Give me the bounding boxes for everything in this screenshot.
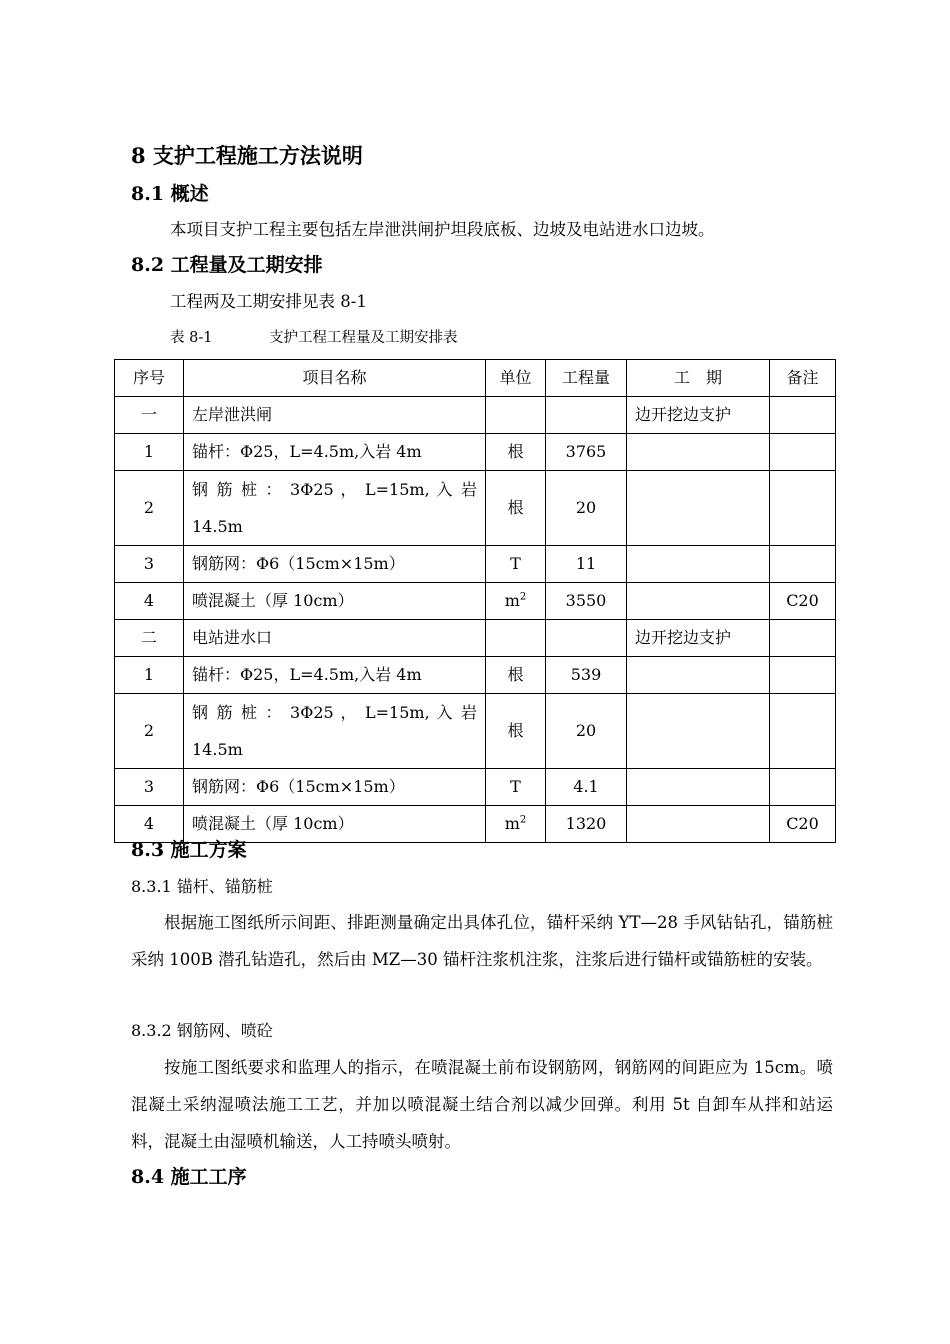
cell-no: 2 bbox=[115, 471, 184, 546]
cell-no: 一 bbox=[115, 397, 184, 434]
header-qty: 工程量 bbox=[546, 360, 627, 397]
cell-note bbox=[770, 546, 836, 583]
cell-note bbox=[770, 769, 836, 806]
cell-unit: T bbox=[486, 769, 546, 806]
cell-no: 4 bbox=[115, 806, 184, 843]
cell-name: 钢 筋 桩 ： 3Φ25 ， L=15m, 入 岩 14.5m bbox=[184, 694, 486, 769]
cell-qty: 11 bbox=[546, 546, 627, 583]
cell-unit: 根 bbox=[486, 657, 546, 694]
cell-unit bbox=[486, 583, 546, 620]
cell-period bbox=[627, 769, 770, 806]
section-8-2-heading: 8.2 工程量及工期安排 bbox=[131, 254, 323, 276]
cell-unit bbox=[486, 806, 546, 843]
cell-qty bbox=[546, 397, 627, 434]
cell-qty: 3765 bbox=[546, 434, 627, 471]
header-name: 项目名称 bbox=[184, 360, 486, 397]
table-row bbox=[115, 546, 836, 583]
quantity-schedule-table bbox=[114, 359, 836, 843]
cell-qty: 539 bbox=[546, 657, 627, 694]
overview-paragraph: 本项目支护工程主要包括左岸泄洪闸护坦段底板、边坡及电站进水口边坡。 bbox=[170, 220, 715, 239]
shotcrete-method-paragraph: 按施工图纸要求和监理人的指示，在喷混凝土前布设钢筋网，钢筋网的间距应为 15cm。喷混凝土采纳湿喷法施工工艺，并加以喷混凝土结合剂以减少回弹。利用 5t 自卸车从拌和站运料，混凝土由湿喷机输送，人工持喷头喷射。 bbox=[131, 1058, 833, 1151]
unit-text: m bbox=[504, 591, 520, 610]
cell-note bbox=[770, 620, 836, 657]
cell-no: 二 bbox=[115, 620, 184, 657]
table-row bbox=[115, 397, 836, 434]
section-8-3-2-heading: 8.3.2 钢筋网、喷砼 bbox=[131, 1021, 273, 1040]
unit-superscript: 2 bbox=[519, 591, 527, 603]
cell-no: 1 bbox=[115, 657, 184, 694]
cell-name: 锚杆：Φ25，L=4.5m,入岩 4m bbox=[184, 434, 486, 471]
table-row bbox=[115, 657, 836, 694]
cell-no: 2 bbox=[115, 694, 184, 769]
anchor-method-paragraph: 根据施工图纸所示间距、排距测量确定出具体孔位，锚杆采纳 YT—28 手风钻钻孔，锚筋桩采纳 100B 潜孔钻造孔，然后由 MZ—30 锚杆注浆机注浆，注浆后进行锚杆或锚筋桩的安装。 bbox=[131, 913, 833, 969]
cell-name: 钢筋网：Φ6（15cm×15m） bbox=[184, 546, 486, 583]
cell-period bbox=[627, 583, 770, 620]
section-8-1-heading: 8.1 概述 bbox=[131, 183, 209, 205]
cell-qty bbox=[546, 620, 627, 657]
cell-name: 锚杆：Φ25，L=4.5m,入岩 4m bbox=[184, 657, 486, 694]
cell-note bbox=[770, 657, 836, 694]
cell-qty: 20 bbox=[546, 471, 627, 546]
header-period: 工 期 bbox=[627, 360, 770, 397]
cell-no: 3 bbox=[115, 769, 184, 806]
cell-note bbox=[770, 434, 836, 471]
cell-name: 钢 筋 桩 ： 3Φ25 ， L=15m, 入 岩 14.5m bbox=[184, 471, 486, 546]
header-unit: 单位 bbox=[486, 360, 546, 397]
header-no: 序号 bbox=[115, 360, 184, 397]
cell-unit bbox=[486, 397, 546, 434]
unit-text: m bbox=[504, 814, 520, 833]
cell-qty: 3550 bbox=[546, 583, 627, 620]
schedule-intro-paragraph: 工程两及工期安排见表 8-1 bbox=[170, 292, 367, 311]
cell-qty: 20 bbox=[546, 694, 627, 769]
cell-name: 喷混凝土（厚 10cm） bbox=[184, 583, 486, 620]
cell-unit: 根 bbox=[486, 434, 546, 471]
cell-period bbox=[627, 694, 770, 769]
table-header-row bbox=[115, 360, 836, 397]
table-row bbox=[115, 620, 836, 657]
cell-qty: 4.1 bbox=[546, 769, 627, 806]
cell-unit: T bbox=[486, 546, 546, 583]
table-row bbox=[115, 434, 836, 471]
cell-period bbox=[627, 546, 770, 583]
cell-name: 左岸泄洪闸 bbox=[184, 397, 486, 434]
cell-name: 钢筋网：Φ6（15cm×15m） bbox=[184, 769, 486, 806]
section-8-3-heading: 8.3 施工方案 bbox=[131, 839, 247, 861]
cell-note bbox=[770, 694, 836, 769]
cell-no: 3 bbox=[115, 546, 184, 583]
cell-period bbox=[627, 657, 770, 694]
cell-unit: 根 bbox=[486, 471, 546, 546]
table-caption-number: 表 8-1 bbox=[170, 330, 213, 346]
cell-period bbox=[627, 806, 770, 843]
cell-note bbox=[770, 471, 836, 546]
cell-period: 边开挖边支护 bbox=[627, 397, 770, 434]
cell-name: 电站进水口 bbox=[184, 620, 486, 657]
cell-note bbox=[770, 397, 836, 434]
cell-unit: 根 bbox=[486, 694, 546, 769]
table-row bbox=[115, 769, 836, 806]
cell-period bbox=[627, 471, 770, 546]
section-8-4-heading: 8.4 施工工序 bbox=[131, 1166, 247, 1188]
cell-qty: 1320 bbox=[546, 806, 627, 843]
unit-superscript: 2 bbox=[519, 814, 527, 826]
table-row bbox=[115, 583, 836, 620]
cell-name: 喷混凝土（厚 10cm） bbox=[184, 806, 486, 843]
cell-no: 1 bbox=[115, 434, 184, 471]
cell-period bbox=[627, 434, 770, 471]
table-row bbox=[115, 694, 836, 769]
table-row bbox=[115, 471, 836, 546]
section-8-heading: 8 支护工程施工方法说明 bbox=[131, 143, 363, 168]
header-note: 备注 bbox=[770, 360, 836, 397]
cell-note: C20 bbox=[770, 583, 836, 620]
cell-note: C20 bbox=[770, 806, 836, 843]
cell-no: 4 bbox=[115, 583, 184, 620]
section-8-3-1-heading: 8.3.1 锚杆、锚筋桩 bbox=[131, 877, 273, 896]
cell-unit bbox=[486, 620, 546, 657]
table-caption-title: 支护工程工程量及工期安排表 bbox=[269, 330, 458, 346]
cell-period: 边开挖边支护 bbox=[627, 620, 770, 657]
